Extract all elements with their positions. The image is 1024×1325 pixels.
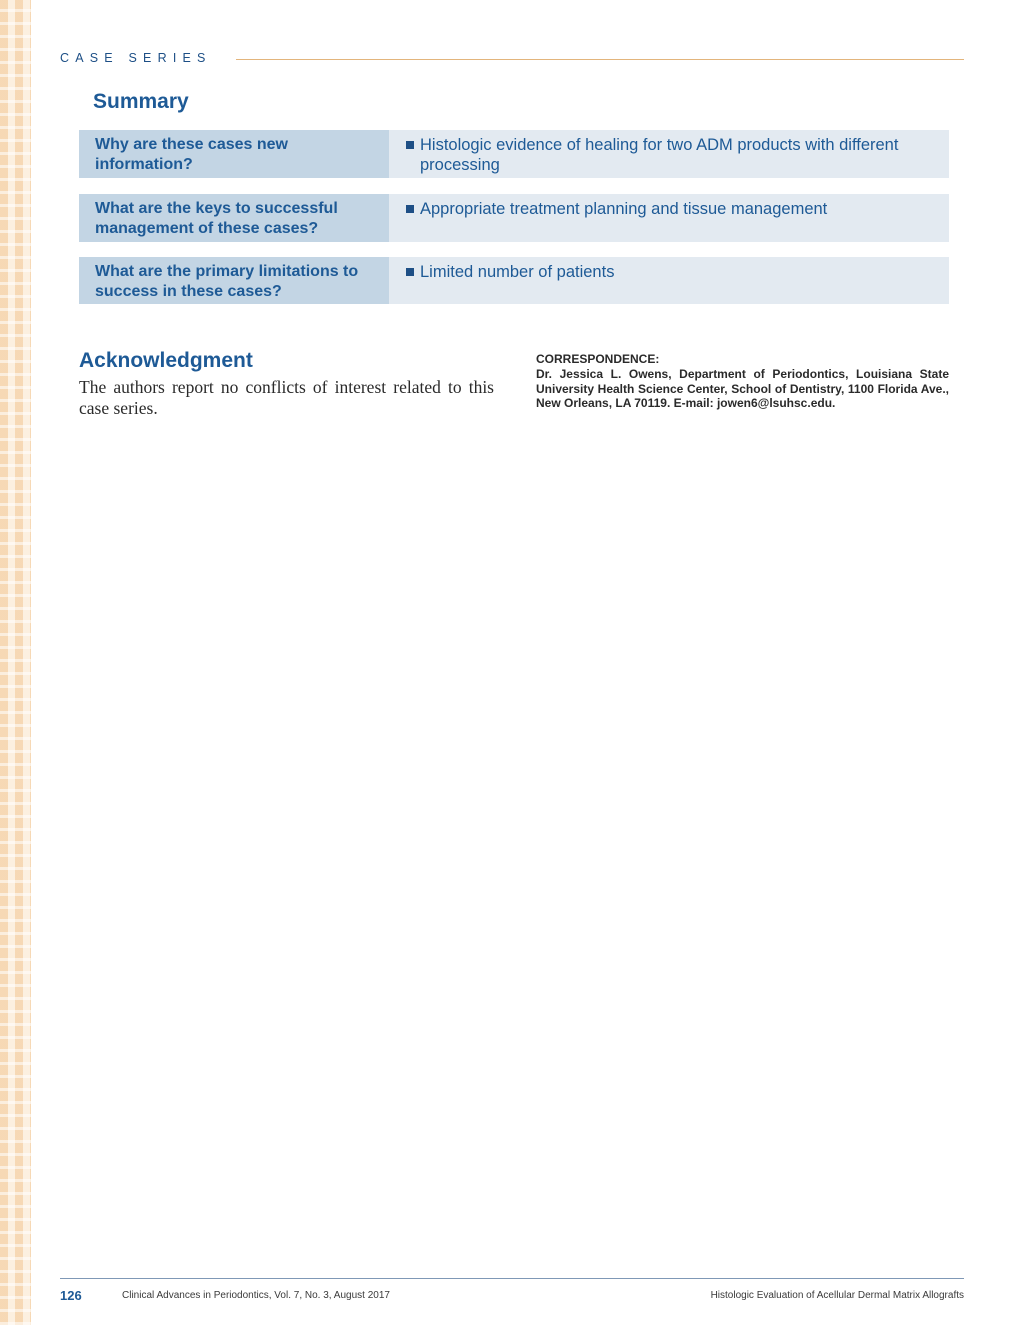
acknowledgment-title: Acknowledgment bbox=[79, 349, 253, 372]
correspondence-label: CORRESPONDENCE: bbox=[536, 352, 660, 366]
summary-answer bbox=[389, 194, 949, 242]
journal-reference: Clinical Advances in Periodontics, Vol. 7, No. 3, August 2017 bbox=[122, 1290, 390, 1301]
square-bullet-icon bbox=[406, 268, 414, 276]
running-title: Histologic Evaluation of Acellular Dermal Matrix Allografts bbox=[710, 1290, 964, 1301]
footer-rule bbox=[60, 1278, 964, 1279]
square-bullet-icon bbox=[406, 205, 414, 213]
summary-question: What are the keys to successful management of these cases? bbox=[79, 194, 389, 242]
header-rule bbox=[236, 59, 964, 60]
summary-title: Summary bbox=[93, 90, 189, 113]
summary-row bbox=[79, 194, 949, 242]
section-label: CASE SERIES bbox=[60, 51, 212, 65]
acknowledgment-text: The authors report no conflicts of interest related to this case series. bbox=[79, 377, 494, 418]
side-decorative-mosaic bbox=[0, 0, 31, 1325]
summary-row bbox=[79, 257, 949, 304]
summary-question: Why are these cases new information? bbox=[79, 130, 389, 178]
summary-answer-text: Limited number of patients bbox=[420, 263, 615, 281]
correspondence-text: Dr. Jessica L. Owens, Department of Periodontics, Louisiana State University Health Science Center, School of Dentistry, 1100 Florida Ave., New Orleans, LA 70119. E-mail: jowen6@lsuhsc.edu. bbox=[536, 367, 949, 410]
summary-answer-text: Histologic evidence of healing for two ADM products with different processing bbox=[420, 136, 899, 174]
summary-answer bbox=[389, 130, 949, 178]
summary-row bbox=[79, 130, 949, 178]
square-bullet-icon bbox=[406, 141, 414, 149]
summary-answer bbox=[389, 257, 949, 304]
summary-answer-text: Appropriate treatment planning and tissue management bbox=[420, 200, 828, 218]
summary-question: What are the primary limitations to success in these cases? bbox=[79, 257, 389, 304]
page-number: 126 bbox=[60, 1288, 82, 1303]
